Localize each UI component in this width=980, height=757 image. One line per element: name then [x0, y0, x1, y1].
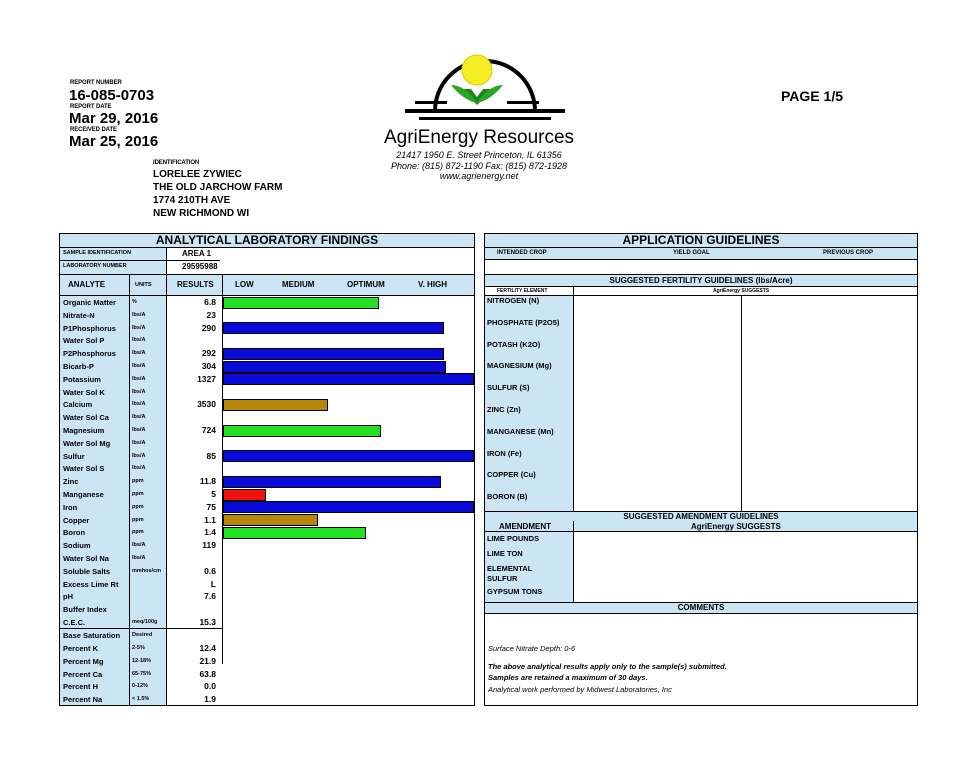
analyte-unit: < 1.5%	[132, 696, 150, 703]
table-row	[60, 334, 474, 347]
analyte-unit: ppm	[132, 503, 144, 510]
analyte-unit: 65-75%	[132, 670, 151, 677]
analyte-unit: ppm	[132, 529, 144, 536]
analyte-result: 63.8	[199, 668, 216, 679]
table-row	[60, 526, 474, 539]
table-row	[60, 488, 474, 501]
analyte-level-bar	[223, 399, 328, 411]
analyte-name: Water Sol Mg	[63, 438, 111, 448]
col-units: UNITS	[135, 282, 152, 288]
table-row	[60, 590, 474, 603]
table-row	[60, 322, 474, 335]
analyte-name: Percent H	[63, 682, 99, 692]
analyte-name: P2Phosphorus	[63, 349, 116, 359]
table-row	[60, 398, 474, 411]
agri-suggests-small: AgriEnergy SUGGESTS	[713, 288, 770, 294]
amendment-item: LIME POUNDS	[487, 534, 540, 543]
analyte-result: L	[210, 578, 216, 589]
analyte-unit: 0-12%	[132, 683, 148, 690]
analyte-unit: mmhos/cm	[132, 567, 162, 574]
analyte-result: 12.4	[199, 643, 216, 653]
analyte-result: 3530	[197, 399, 216, 410]
amendment-item: LIME TON	[487, 549, 523, 558]
analyte-unit: lbs/A	[132, 452, 146, 459]
analyte-level-bar	[223, 361, 446, 373]
table-row	[60, 475, 474, 488]
identification-line: LORELEE ZYWIEC	[153, 169, 242, 180]
analyte-name: P1Phosphorus	[63, 323, 116, 333]
analyte-unit: %	[132, 299, 137, 305]
analyte-name: Water Sol Ca	[63, 413, 109, 423]
col-analyte: ANALYTE	[68, 280, 106, 289]
analyte-name: Percent Na	[63, 695, 103, 705]
analyte-level-bar	[223, 476, 441, 488]
analyte-result: 21.9	[199, 655, 216, 666]
comment-line: Analytical work performed by Midwest Laboratories, Inc	[488, 685, 672, 694]
table-row	[60, 347, 474, 360]
column-header-row	[60, 275, 474, 296]
base-saturation-rows	[60, 629, 474, 707]
table-row	[60, 360, 474, 373]
identification-line: 1774 210TH AVE	[153, 195, 231, 206]
table-row	[60, 603, 474, 616]
analyte-unit: ppm	[132, 478, 144, 485]
fertility-elements	[487, 296, 573, 511]
analyte-result: 85	[206, 450, 216, 461]
fertility-element-label: FERTILITY ELEMENT	[497, 288, 548, 294]
table-row	[60, 373, 474, 386]
analyte-result: 292	[201, 348, 216, 359]
analyte-level-bar	[223, 450, 474, 462]
amendment-header-row	[485, 521, 917, 532]
analyte-result: 1.9	[204, 694, 216, 705]
table-row	[60, 693, 222, 705]
analyte-unit: lbs/A	[132, 311, 146, 318]
analytical-findings-panel	[59, 233, 475, 706]
level-vhigh: V. HIGH	[418, 280, 448, 289]
app-title: APPLICATION GUIDELINES	[485, 234, 917, 248]
analyte-unit: meq/100g	[132, 619, 158, 625]
analyte-unit: lbs/A	[132, 324, 146, 331]
amendment-item: ELEMENTAL SULFUR	[487, 564, 533, 583]
comments-block	[488, 644, 908, 697]
analyte-name: Organic Matter	[63, 298, 116, 307]
identification-label: IDENTIFICATION	[153, 160, 200, 166]
analyte-name: Nitrate-N	[63, 310, 95, 320]
yield-goal-label: YIELD GOAL	[673, 250, 710, 256]
analyte-name: Water Sol K	[63, 387, 105, 397]
analyte-unit: lbs/A	[132, 375, 146, 382]
analyte-result: 1.1	[204, 514, 216, 525]
analyte-unit: 2-5%	[132, 645, 145, 651]
analyte-unit: lbs/A	[132, 414, 146, 421]
analyte-name: Iron	[63, 502, 78, 512]
fertility-element: NITROGEN (N)	[487, 296, 540, 305]
identification-line: NEW RICHMOND WI	[153, 208, 250, 219]
analyte-name: Manganese	[63, 490, 104, 499]
received-date: Mar 25, 2016	[69, 133, 159, 150]
table-row	[60, 642, 222, 654]
identification-line: THE OLD JARCHOW FARM	[153, 182, 283, 193]
analyte-result: 15.3	[199, 617, 216, 627]
comment-line: Samples are retained a maximum of 30 days.	[488, 673, 648, 682]
fertility-element: MANGANESE (Mn)	[487, 426, 554, 436]
analyte-name: Zinc	[63, 477, 79, 487]
analyte-name: Percent Ca	[63, 669, 103, 679]
fertility-element: PHOSPHATE (P2O5)	[487, 317, 560, 327]
report-number-label: REPORT NUMBER	[70, 80, 122, 86]
analyte-name: Sulfur	[63, 451, 85, 461]
analyte-name: pH	[63, 592, 73, 602]
analyte-unit: lbs/A	[132, 363, 146, 369]
fertility-element: ZINC (Zn)	[487, 405, 521, 414]
table-row	[60, 680, 222, 692]
analyte-unit: lbs/A	[132, 427, 146, 433]
report-date: Mar 29, 2016	[69, 110, 159, 127]
analyte-level-bar	[223, 514, 318, 526]
analyte-level-bar	[223, 527, 366, 539]
analyte-name: Calcium	[63, 400, 93, 410]
analyte-level-bar	[223, 501, 474, 513]
comment-line: Surface Nitrate Depth: 0-6	[488, 644, 576, 653]
fertility-element: POTASH (K2O)	[487, 339, 541, 349]
analyte-result: 75	[206, 501, 216, 512]
table-row	[60, 565, 474, 578]
fertility-subheader	[485, 287, 917, 296]
comments-title: COMMENTS	[485, 602, 917, 614]
amendment-list	[487, 532, 573, 602]
table-row	[60, 437, 474, 450]
analyte-name: Potassium	[63, 374, 101, 384]
table-row	[60, 655, 222, 667]
table-row	[60, 424, 474, 437]
fertility-element: SULFUR (S)	[487, 383, 530, 393]
agrienergy-logo	[395, 45, 575, 125]
level-low: LOW	[235, 280, 254, 289]
analyte-name: Percent K	[63, 644, 99, 653]
analyte-unit: ppm	[132, 516, 144, 523]
company-address: 21417 1950 E. Street Princeton, IL 61356	[396, 150, 562, 160]
fertility-element: IRON (Fe)	[487, 448, 522, 458]
report-date-label: REPORT DATE	[70, 104, 112, 110]
table-row	[60, 578, 474, 591]
analyte-result: 1327	[197, 373, 216, 384]
table-row	[60, 552, 474, 565]
previous-crop-label: PREVIOUS CROP	[823, 250, 874, 256]
company-contact	[360, 150, 598, 182]
analyte-name: Water Sol P	[63, 336, 105, 346]
analyte-level-bar	[223, 348, 444, 360]
amendment-title: SUGGESTED AMENDMENT GUIDELINES	[485, 511, 917, 522]
table-row	[60, 539, 474, 552]
page-indicator: PAGE 1/5	[781, 88, 843, 104]
comment-line: The above analytical results apply only to the sample(s) submitted.	[488, 662, 727, 671]
analyte-name: Water Sol Na	[63, 554, 109, 563]
analyte-name: Excess Lime Rt	[63, 579, 119, 589]
company-web: www.agrienergy.net	[439, 171, 519, 181]
company-name: AgriEnergy Resources	[383, 127, 575, 148]
analyte-unit: lbs/A	[132, 401, 146, 408]
table-row	[60, 296, 474, 309]
analyte-result: 23	[206, 309, 216, 320]
analyte-name: Water Sol S	[63, 464, 105, 474]
analyte-name: Boron	[63, 528, 86, 538]
analyte-result: 304	[201, 361, 216, 371]
table-row	[60, 309, 474, 322]
received-date-label: RECEIVED DATE	[70, 127, 117, 133]
analyte-name: C.E.C.	[63, 618, 86, 627]
base-saturation-header	[60, 629, 222, 641]
table-row	[60, 450, 474, 463]
analyte-result: 119	[202, 540, 216, 551]
sample-id: AREA 1	[182, 249, 212, 258]
analyte-rows	[60, 296, 474, 636]
lab-title: ANALYTICAL LABORATORY FINDINGS	[60, 234, 474, 248]
table-row	[60, 386, 474, 399]
analyte-unit: lbs/A	[132, 350, 146, 357]
table-row	[60, 462, 474, 475]
analyte-result: 290	[201, 322, 216, 333]
sample-id-label: SAMPLE IDENTIFICATION	[63, 250, 132, 256]
analyte-result: 724	[201, 425, 216, 435]
analyte-name: Magnesium	[63, 426, 105, 435]
level-optimum: OPTIMUM	[347, 280, 385, 289]
identification-block	[153, 168, 282, 220]
fertility-element: COPPER (Cu)	[487, 470, 536, 480]
analyte-result: 1.4	[204, 527, 216, 538]
analyte-unit: lbs/A	[132, 465, 146, 472]
table-row	[60, 668, 222, 680]
analyte-name: Buffer Index	[63, 605, 107, 615]
analyte-result: 5	[211, 489, 216, 499]
analyte-level-bar	[223, 322, 444, 334]
analyte-name: Percent Mg	[63, 656, 104, 666]
analyte-unit: lbs/A	[132, 337, 146, 344]
table-row	[60, 616, 474, 629]
col-results: RESULTS	[177, 280, 214, 289]
analyte-name: Sodium	[63, 541, 91, 551]
crop-header-row	[485, 248, 917, 260]
table-row	[60, 514, 474, 527]
table-row	[60, 411, 474, 424]
lab-number-label: LABORATORY NUMBER	[63, 263, 127, 269]
fertility-title: SUGGESTED FERTILITY GUIDELINES (lbs/Acre)	[485, 275, 917, 287]
analyte-unit: lbs/A	[132, 542, 146, 549]
application-guidelines-panel	[484, 233, 918, 706]
analyte-level-bar	[223, 425, 381, 437]
amendment-item: GYPSUM TONS	[487, 587, 543, 596]
fertility-element: BORON (B)	[487, 492, 528, 502]
analyte-result: 0.6	[204, 565, 216, 576]
analyte-unit: lbs/A	[132, 555, 146, 561]
analyte-result: 7.6	[204, 591, 216, 602]
amendment-label: AMENDMENT	[499, 522, 551, 531]
intended-crop-label: INTENDED CROP	[497, 250, 547, 256]
agri-suggests: AgriEnergy SUGGESTS	[691, 522, 781, 531]
analyte-unit: ppm	[132, 491, 144, 497]
base-saturation-label: Base Saturation	[63, 631, 121, 640]
report-number: 16-085-0703	[69, 87, 155, 104]
analyte-level-bar	[223, 297, 379, 309]
company-phone: Phone: (815) 872-1190 Fax: (815) 872-1928	[391, 160, 567, 171]
analyte-level-bar	[223, 489, 266, 501]
analyte-unit: 12-18%	[132, 657, 151, 664]
analyte-name: Copper	[63, 515, 90, 525]
analyte-level-bar	[223, 373, 474, 385]
table-row	[60, 501, 474, 514]
analyte-result: 0.0	[204, 681, 216, 692]
desired-label: Desired	[132, 632, 153, 638]
analyte-result: 6.8	[204, 297, 216, 307]
fertility-element: MAGNESIUM (Mg)	[487, 361, 552, 371]
analyte-unit: lbs/A	[132, 439, 146, 446]
analyte-name: Soluble Salts	[63, 566, 111, 576]
analyte-result: 11.8	[199, 476, 216, 487]
lab-number: 29595988	[182, 262, 218, 271]
analyte-name: Bicarb-P	[63, 362, 94, 371]
level-medium: MEDIUM	[282, 280, 315, 289]
analyte-unit: lbs/A	[132, 388, 146, 395]
